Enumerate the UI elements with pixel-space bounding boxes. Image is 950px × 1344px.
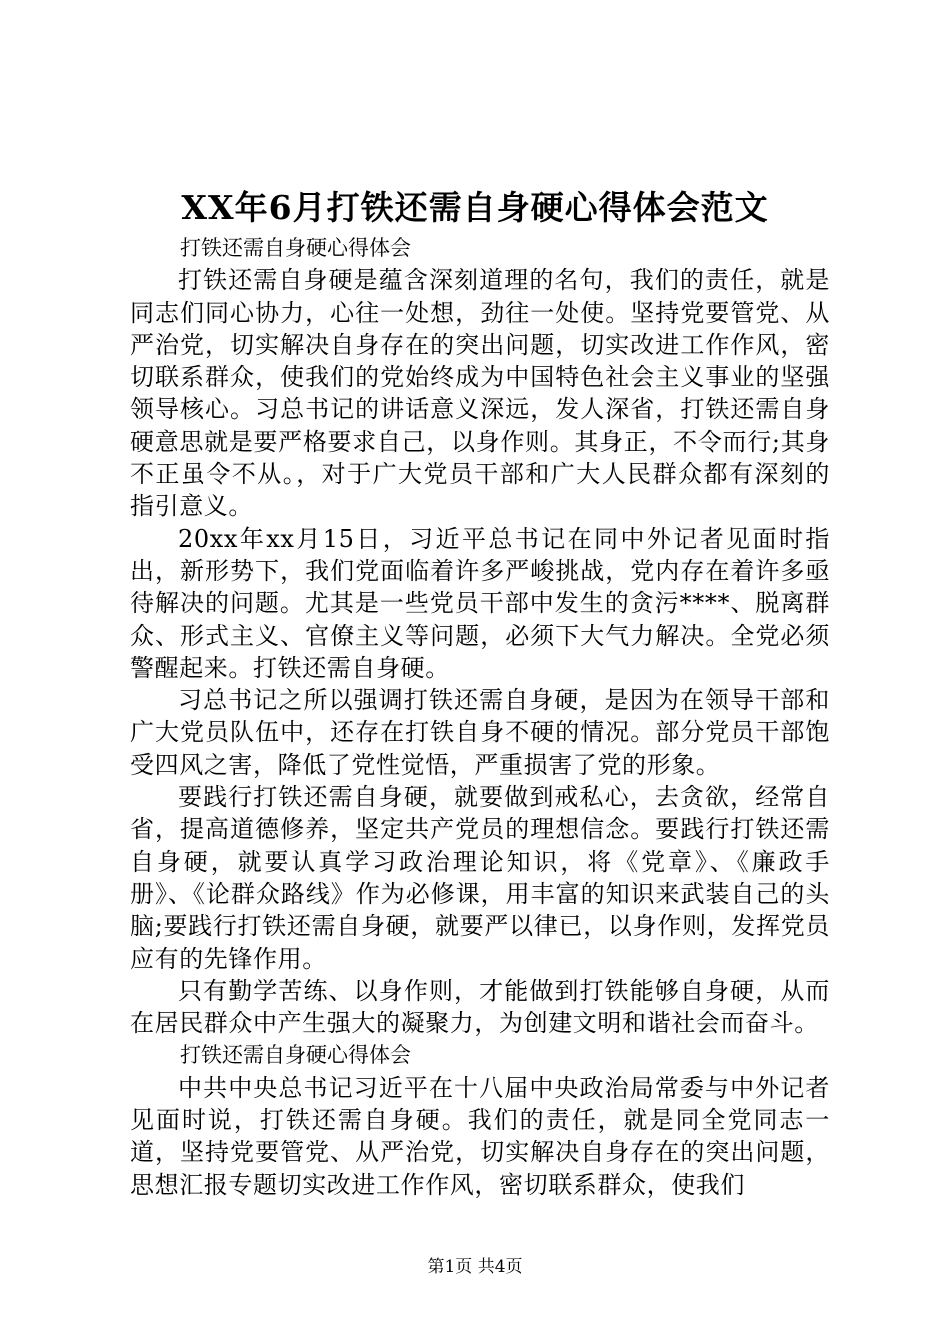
paragraph: 中共中央总书记习近平在十八届中央政治局常委与中外记者见面时说，打铁还需自身硬。我们的责任，就是同全党同志一道，坚持党要管党、从严治党，切实解决自身存在的突出问题，思想汇报专题切实改进工作作风，密切联系群众，使我们 [130, 1073, 830, 1199]
paragraph: 只有勤学苦练、以身作则，才能做到打铁能够自身硬，从而在居民群众中产生强大的凝聚力，为创建文明和谐社会而奋斗。 [130, 976, 830, 1038]
paragraph: 要践行打铁还需自身硬，就要做到戒私心，去贪欲，经常自省，提高道德修养，坚定共产党员的理想信念。要践行打铁还需自身硬，就要认真学习政治理论知识，将《党章》、《廉政手册》、《论群众路线》作为必修课，用丰富的知识来武装自己的头脑;要践行打铁还需自身硬，就要严以律已，以身作则，发挥党员应有的先锋作用。 [130, 783, 830, 973]
section-subheading: 打铁还需自身硬心得体会 [180, 1043, 411, 1068]
paragraph: 习总书记之所以强调打铁还需自身硬，是因为在领导干部和广大党员队伍中，还存在打铁自身不硬的情况。部分党员干部饱受四风之害，降低了党性觉悟，严重损害了党的形象。 [130, 686, 830, 779]
section-subheading: 打铁还需自身硬心得体会 [180, 236, 411, 260]
document-body [130, 232, 830, 1201]
document-title: XX年6月打铁还需自身硬心得体会范文 [181, 188, 769, 227]
paragraph: 打铁还需自身硬是蕴含深刻道理的名句，我们的责任，就是同志们同心协力，心往一处想，劲往一处使。坚持党要管党、从严治党，切实解决自身存在的突出问题，切实改进工作作风，密切联系群众，使我们的党始终成为中国特色社会主义事业的坚强领导核心。习总书记的讲话意义深远，发人深省，打铁还需自身硬意思就是要严格要求自己，以身作则。其身正，不令而行;其身不正虽令不从。，对于广大党员干部和广大人民群众都有深刻的指引意义。 [130, 266, 830, 521]
page-number-footer: 第1页 共4页 [427, 1257, 523, 1277]
paragraph: 20xx年xx月15日，习近平总书记在同中外记者见面时指出，新形势下，我们党面临着许多严峻挑战，党内存在着许多亟待解决的问题。尤其是一些党员干部中发生的贪污****、脱离群众、形式主义、官僚主义等问题，必须下大气力解决。全党必须警醒起来。打铁还需自身硬。 [130, 524, 830, 682]
